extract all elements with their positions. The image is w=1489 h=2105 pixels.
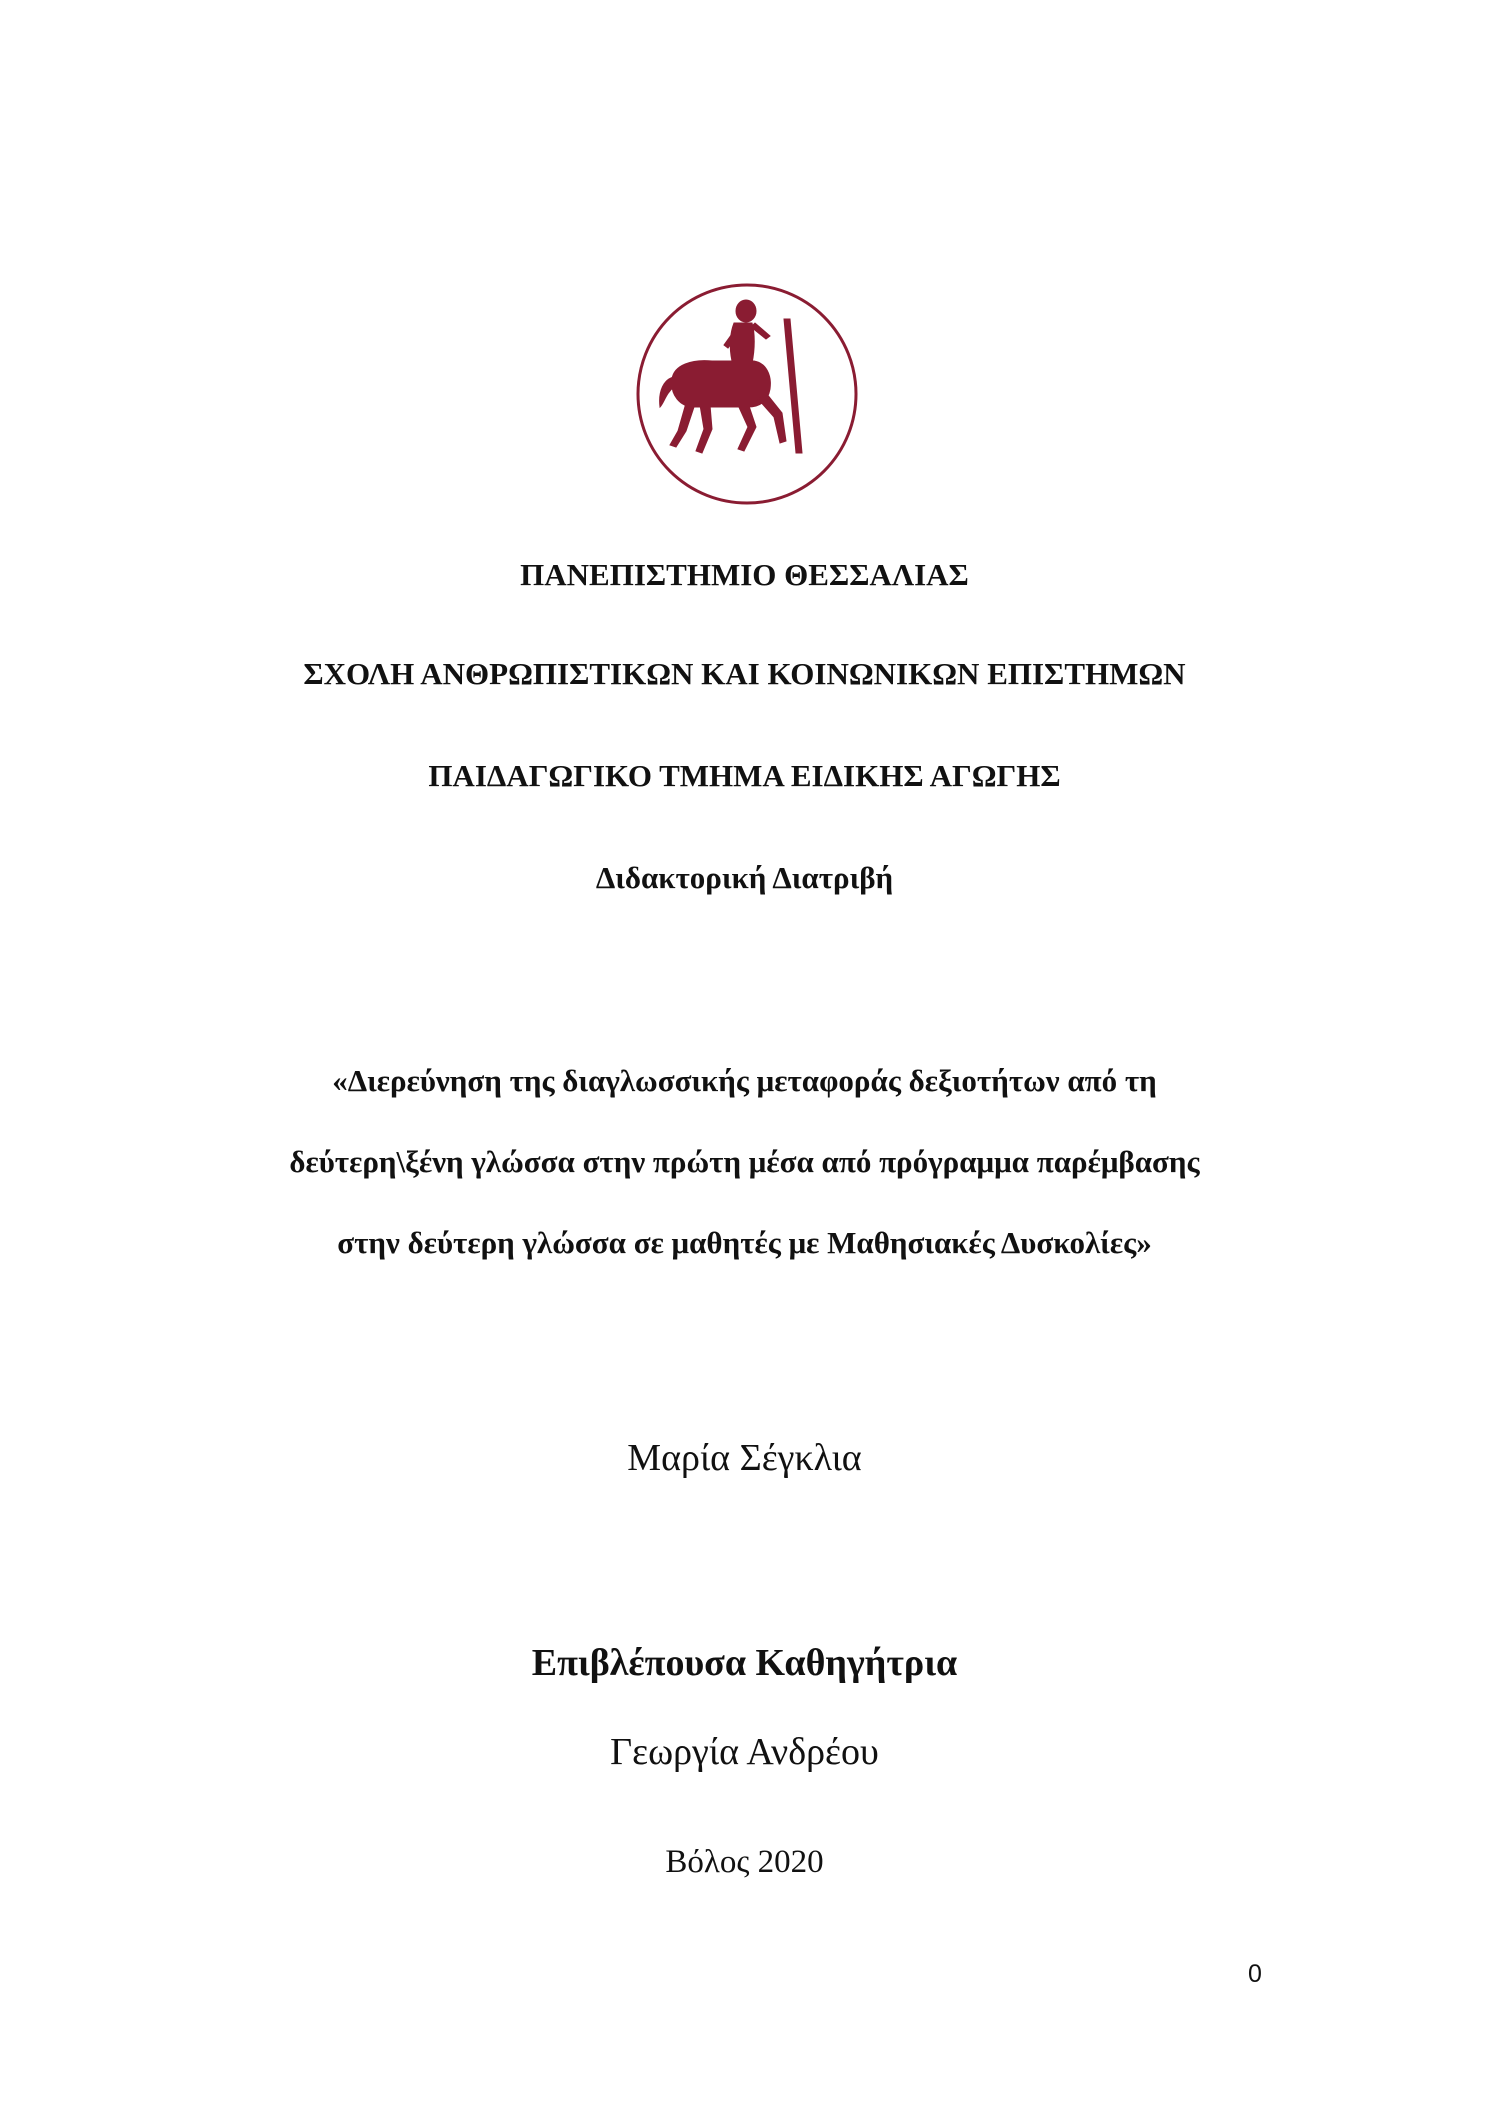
page-number: 0 bbox=[1248, 1960, 1262, 1988]
thesis-title-line: δεύτερη\ξένη γλώσσα στην πρώτη μέσα από πρόγραμμα παρέμβασης bbox=[289, 1144, 1200, 1179]
document-type: Διδακτορική Διατριβή bbox=[595, 860, 894, 895]
centaur-seal-icon bbox=[634, 281, 860, 507]
thesis-title-line: στην δεύτερη γλώσσα σε μαθητές με Μαθησιακές Δυσκολίες» bbox=[337, 1225, 1152, 1260]
author-name: Μαρία Σέγκλια bbox=[627, 1437, 862, 1479]
place-year: Βόλος 2020 bbox=[665, 1844, 824, 1880]
department-name: ΠΑΙΔΑΓΩΓΙΚΟ ΤΜΗΜΑ ΕΙΔΙΚΗΣ ΑΓΩΓΗΣ bbox=[428, 758, 1061, 793]
supervisor-label: Επιβλέπουσα Καθηγήτρια bbox=[531, 1642, 958, 1684]
thesis-title-line: «Διερεύνηση της διαγλωσσικής μεταφοράς δεξιοτήτων από τη bbox=[332, 1063, 1157, 1098]
university-name: ΠΑΝΕΠΙΣΤΗΜΙΟ ΘΕΣΣΑΛΙΑΣ bbox=[520, 557, 969, 592]
school-name: ΣΧΟΛΗ ΑΝΘΡΩΠΙΣΤΙΚΩΝ ΚΑΙ ΚΟΙΝΩΝΙΚΩΝ ΕΠΙΣΤΗΜΩΝ bbox=[303, 656, 1186, 691]
supervisor-name: Γεωργία Ανδρέου bbox=[610, 1731, 879, 1773]
